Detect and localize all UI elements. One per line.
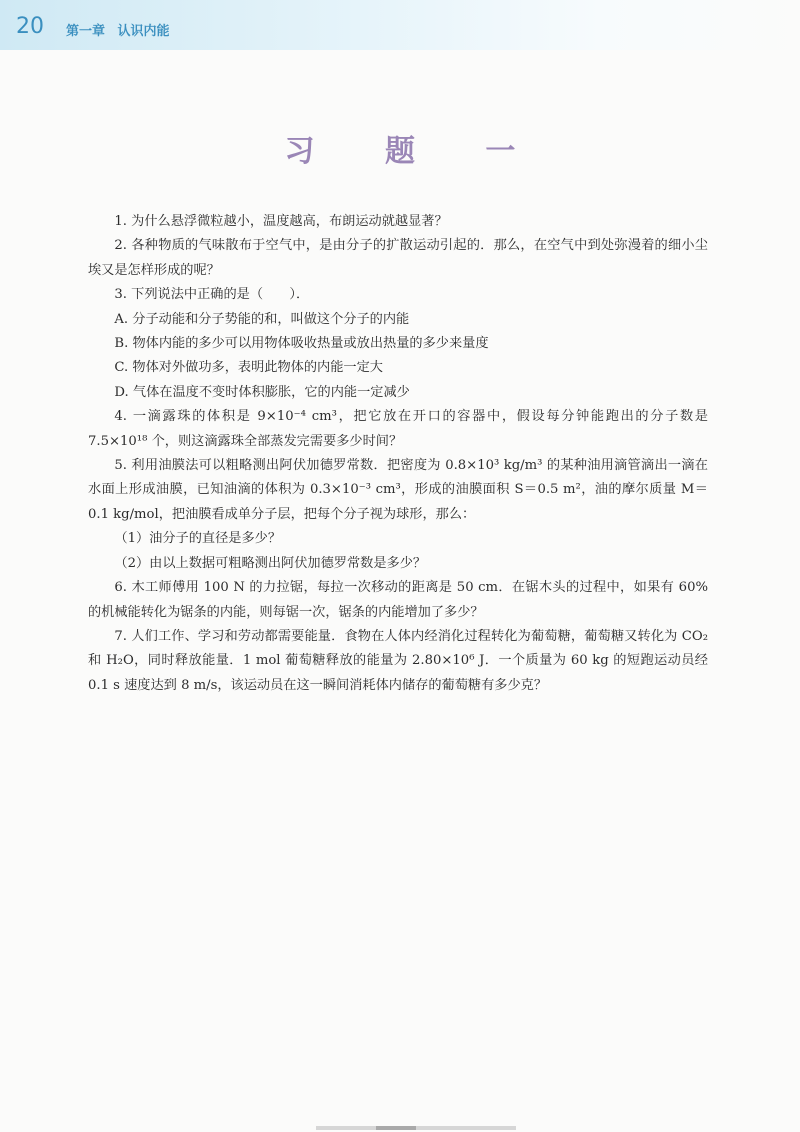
exercise-content bbox=[88, 210, 708, 698]
exercise-title: 习 题 一 bbox=[284, 134, 546, 169]
header-band bbox=[0, 0, 800, 50]
option-d: D. 气体在温度不变时体积膨胀，它的内能一定减少 bbox=[114, 384, 410, 400]
page-bottom-rule-marker bbox=[376, 1126, 416, 1130]
question-6: 6. 木工师傅用 100 N 的力拉锯，每拉一次移动的距离是 50 cm．在锯木头的过程中，如果有 60% 的机械能转化为锯条的内能，则每锯一次，锯条的内能增加了多少？ bbox=[88, 580, 708, 620]
option-a: A. 分子动能和分子势能的和，叫做这个分子的内能 bbox=[114, 311, 410, 327]
question-5: 5. 利用油膜法可以粗略测出阿伏加德罗常数．把密度为 0.8×10³ kg/m³ 的某种油用滴管滴出一滴在水面上形成油膜，已知油滴的体积为 0.3×10⁻³ cm³，形成的油膜面积 S＝0.5 m²，油的摩尔质量 M＝0.1 kg/mol，把油膜看成单分子层，把每个分子视为球形，那么： bbox=[88, 458, 708, 522]
page-number: 20 bbox=[16, 14, 44, 39]
page-bottom-rule bbox=[316, 1126, 516, 1130]
chapter-label: 第一章 认识内能 bbox=[66, 24, 170, 39]
question-2: 2. 各种物质的气味散布于空气中，是由分子的扩散运动引起的．那么，在空气中到处弥漫着的细小尘埃又是怎样形成的呢？ bbox=[88, 238, 708, 278]
question-3: 3. 下列说法中正确的是（ ）． bbox=[114, 287, 310, 303]
option-c: C. 物体对外做功多，表明此物体的内能一定大 bbox=[114, 360, 383, 376]
question-1: 1. 为什么悬浮微粒越小，温度越高，布朗运动就越显著？ bbox=[114, 214, 448, 229]
question-7: 7. 人们工作、学习和劳动都需要能量．食物在人体内经消化过程转化为葡萄糖，葡萄糖又转化为 CO₂ 和 H₂O，同时释放能量．1 mol 葡萄糖释放的能量为 2.80×10⁶ J．一个质量为 60 kg 的短跑运动员经 0.1 s 速度达到 8 m/s，该运动员在这一瞬间消耗体内储存的葡萄糖有多少克？ bbox=[88, 628, 708, 693]
question-5-part-2: （2）由以上数据可粗略测出阿伏加德罗常数是多少？ bbox=[114, 555, 427, 571]
question-4: 4. 一滴露珠的体积是 9×10⁻⁴ cm³，把它放在开口的容器中，假设每分钟能跑出的分子数是 7.5×10¹⁸ 个，则这滴露珠全部蒸发完需要多少时间？ bbox=[88, 409, 708, 449]
option-b: B. 物体内能的多少可以用物体吸收热量或放出热量的多少来量度 bbox=[114, 336, 489, 352]
question-5-part-1: （1）油分子的直径是多少？ bbox=[114, 531, 282, 547]
